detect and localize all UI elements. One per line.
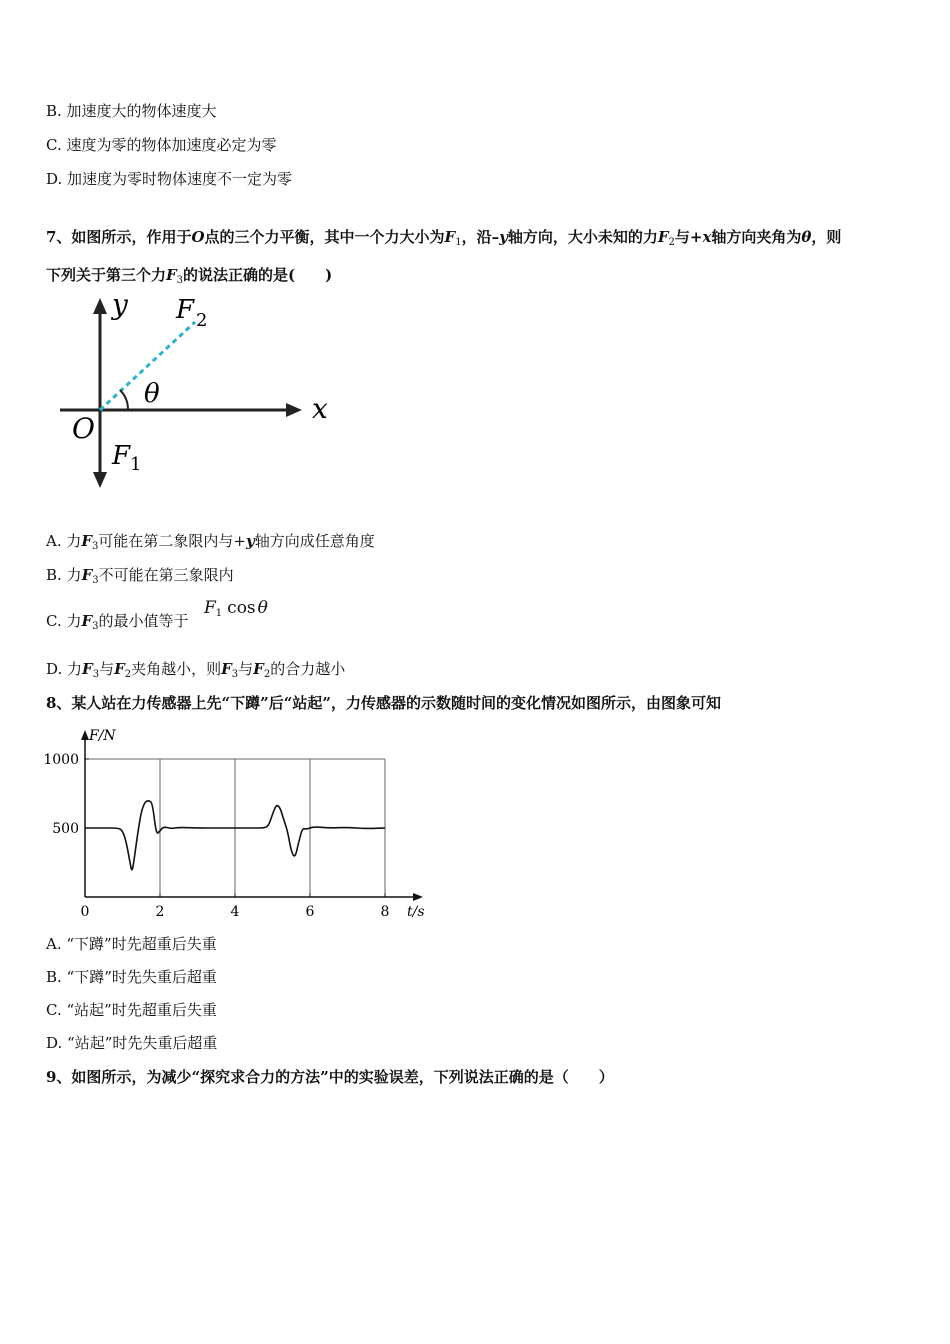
f2-label: F bbox=[176, 295, 195, 325]
f1-label: F bbox=[112, 441, 131, 471]
x-tick-label: 4 bbox=[230, 904, 240, 920]
q6-option-b: B. 加速度大的物体速度大 bbox=[46, 102, 217, 120]
origin-label: O bbox=[72, 412, 95, 445]
f1-sub-label: 1 bbox=[130, 454, 142, 475]
f2-sub-label: 2 bbox=[196, 310, 208, 331]
q7-option-b: B. 力$F_3$不可能在第三象限内 bbox=[46, 566, 234, 586]
q7-stem-line2: 下列关于第三个力$F_3$的说法正确的是( ) bbox=[46, 266, 333, 286]
q8-force-time-chart bbox=[40, 722, 440, 922]
theta-arc bbox=[120, 390, 128, 410]
x-tick-label: 6 bbox=[305, 904, 315, 920]
q7-option-c: C. 力$F_3$的最小值等于 bbox=[46, 612, 189, 632]
q8-stem: 8、某人站在力传感器上先“下蹲”后“站起”，力传感器的示数随时间的变化情况如图所示，由图象可知 bbox=[46, 694, 721, 712]
q7-force-diagram bbox=[50, 290, 340, 500]
x-axis-arrow bbox=[413, 893, 423, 901]
x-tick-label: 2 bbox=[155, 904, 165, 920]
q9-stem: 9、如图所示，为减少“探究求合力的方法”中的实验误差，下列说法正确的是（ ） bbox=[46, 1068, 614, 1086]
x-tick-label: 8 bbox=[380, 904, 390, 920]
y-axis-label: y bbox=[112, 290, 128, 321]
q7-option-d: D. 力$F_3$与$F_2$夹角越小，则$F_3$与$F_2$的合力越小 bbox=[46, 660, 346, 680]
q7-option-a: A. 力$F_3$可能在第二象限内与+y轴方向成任意角度 bbox=[46, 532, 375, 552]
x-axis-label: x bbox=[312, 392, 328, 425]
f1-arrow bbox=[93, 472, 107, 488]
y-axis-arrow bbox=[81, 730, 89, 740]
y-tick-label: 1000 bbox=[43, 752, 79, 768]
q6-option-c: C. 速度为零的物体加速度必定为零 bbox=[46, 136, 277, 154]
q8-option-a: A. “下蹲”时先超重后失重 bbox=[46, 935, 217, 953]
q8-option-c: C. “站起”时先超重后失重 bbox=[46, 1001, 217, 1019]
y-axis-label: F/N bbox=[89, 728, 116, 744]
x-axis-label: t/s bbox=[407, 904, 425, 920]
y-tick-label: 500 bbox=[52, 821, 79, 837]
x-tick-label: 0 bbox=[80, 904, 90, 920]
q6-option-d: D. 加速度为零时物体速度不一定为零 bbox=[46, 170, 293, 188]
y-axis-arrow bbox=[93, 298, 107, 314]
q7-option-c-formula: F1 cos θ bbox=[204, 598, 268, 619]
q7-stem-line1: 7、如图所示，作用于O点的三个力平衡，其中一个力大小为$F_1$，沿–y轴方向，大小未知的力$F_2$与+x轴方向夹角为θ，则 bbox=[46, 228, 842, 248]
theta-label: θ bbox=[144, 379, 160, 409]
q8-option-b: B. “下蹲”时先失重后超重 bbox=[46, 968, 217, 986]
q8-option-d: D. “站起”时先失重后超重 bbox=[46, 1034, 218, 1052]
x-axis-arrow bbox=[286, 403, 302, 417]
